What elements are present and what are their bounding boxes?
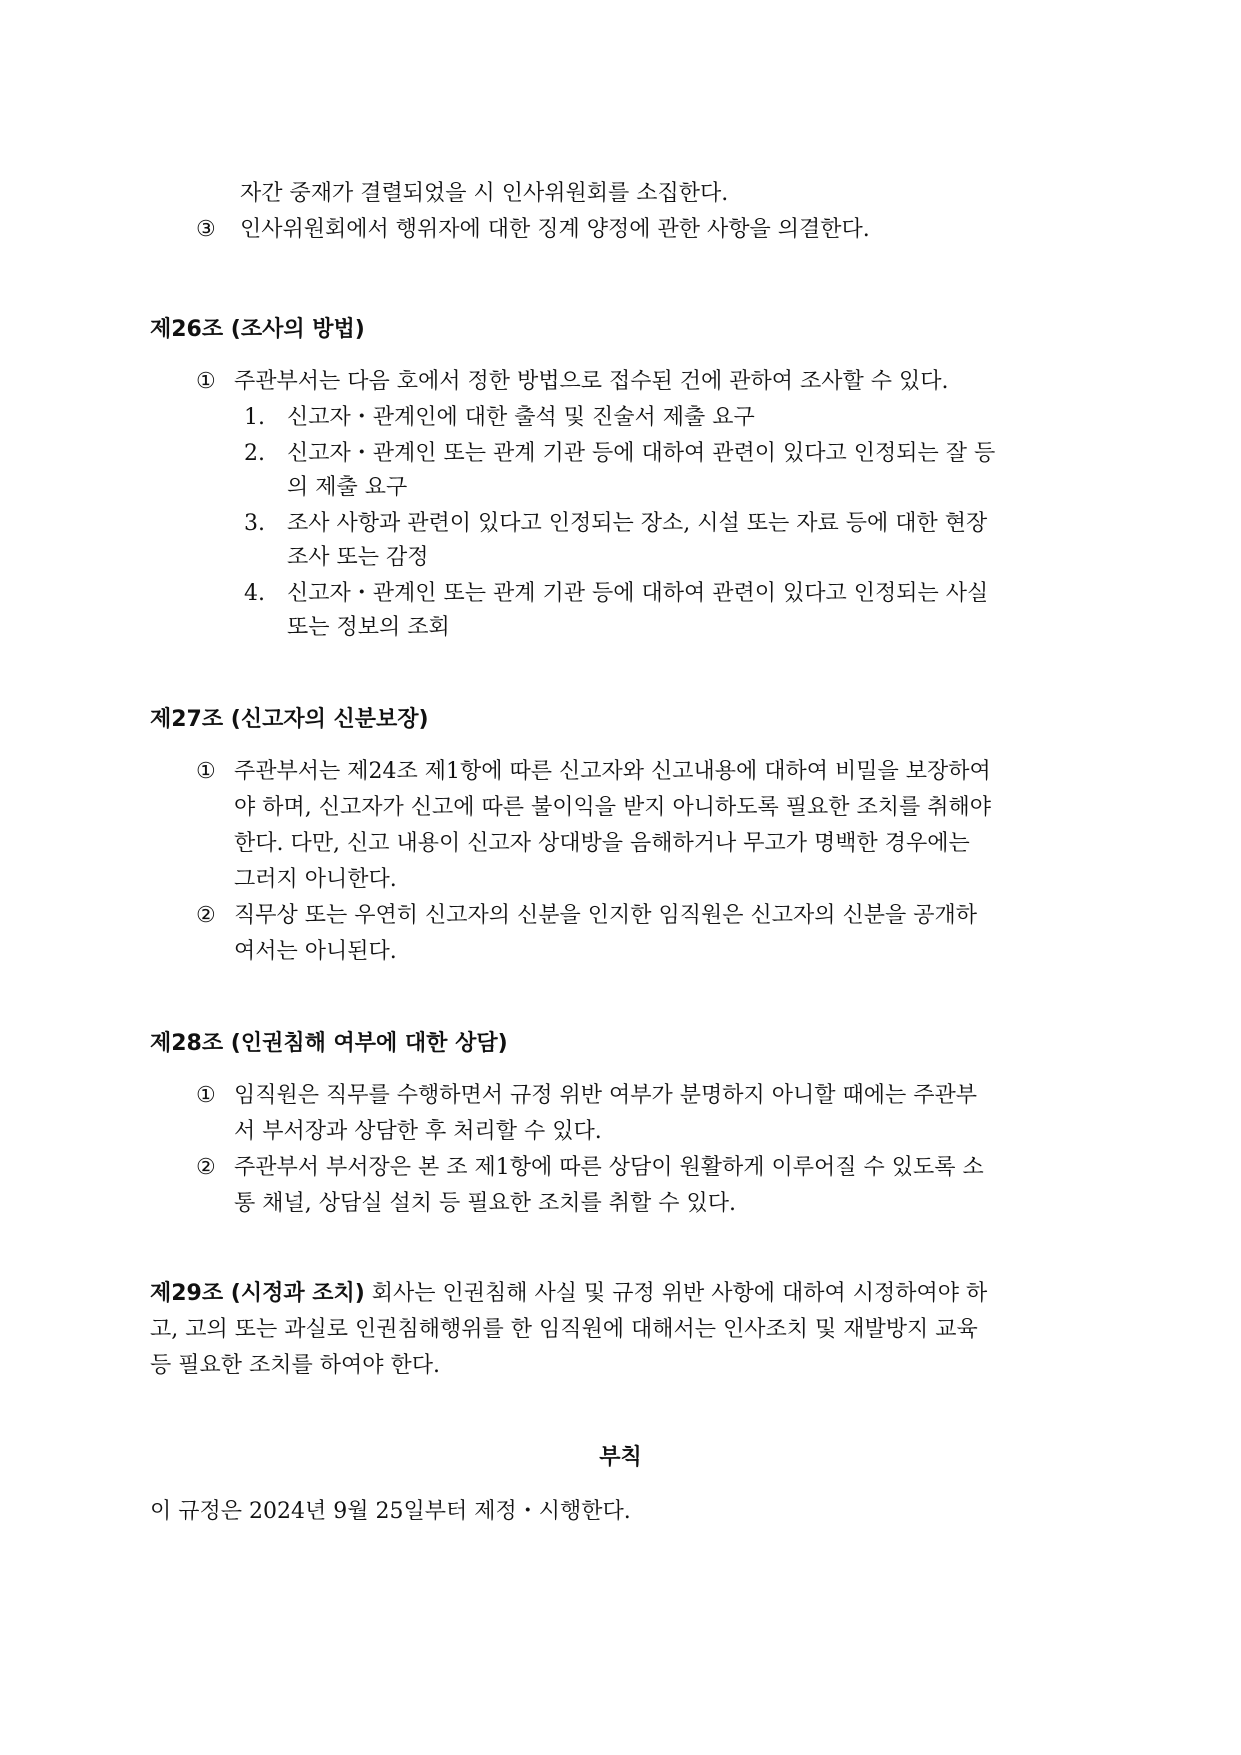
article-27-heading: 제27조 (신고자의 신분보장) [150, 707, 429, 732]
paragraph-text: 여서는 아니된다. [234, 939, 397, 964]
paragraph-marker: ② [196, 1155, 216, 1180]
list-item-number: 4. [244, 581, 265, 606]
addendum-title: 부칙 [599, 1445, 642, 1470]
paragraph-text: 통 채널, 상담실 설치 등 필요한 조치를 취할 수 있다. [234, 1191, 736, 1216]
list-item-text: 조사 사항과 관련이 있다고 인정되는 장소, 시설 또는 자료 등에 대한 현장 [287, 511, 988, 536]
paragraph-text: 주관부서는 다음 호에서 정한 방법으로 접수된 건에 관하여 조사할 수 있다. [234, 369, 949, 394]
paragraph-text: 서 부서장과 상담한 후 처리할 수 있다. [234, 1119, 602, 1144]
article-29-heading: 제29조 (시정과 조치) [150, 1281, 365, 1306]
paragraph-text: 고, 고의 또는 과실로 인권침해행위를 한 임직원에 대해서는 인사조치 및 재발방지 교육 [150, 1317, 978, 1342]
article-29-first-line [150, 1276, 987, 1312]
article-28-heading: 제28조 (인권침해 여부에 대한 상담) [150, 1031, 508, 1056]
article-26-heading: 제26조 (조사의 방법) [150, 317, 365, 342]
paragraph-text: 주관부서는 제24조 제1항에 따른 신고자와 신고내용에 대하여 비밀을 보장하여 [234, 759, 991, 784]
paragraph-text: 주관부서 부서장은 본 조 제1항에 따른 상담이 원활하게 이루어질 수 있도록 소 [234, 1155, 984, 1180]
paragraph-text: 그러지 아니한다. [234, 867, 397, 892]
paragraph-marker: ① [196, 369, 216, 394]
list-item-text: 신고자・관계인 또는 관계 기관 등에 대하여 관련이 있다고 인정되는 잘 등 [287, 441, 996, 466]
list-item-number: 3. [244, 511, 265, 536]
item-marker: ③ [196, 217, 216, 242]
list-item-number: 2. [244, 441, 265, 466]
list-item-text: 의 제출 요구 [287, 475, 408, 500]
paragraph-marker: ① [196, 759, 216, 784]
list-item-text: 신고자・관계인에 대한 출석 및 진술서 제출 요구 [287, 405, 755, 430]
addendum-text: 이 규정은 2024년 9월 25일부터 제정・시행한다. [150, 1499, 631, 1524]
list-item-text: 조사 또는 감정 [287, 545, 429, 570]
paragraph-marker: ② [196, 903, 216, 928]
list-item-text: 신고자・관계인 또는 관계 기관 등에 대하여 관련이 있다고 인정되는 사실 [287, 581, 989, 606]
paragraph-marker: ① [196, 1083, 216, 1108]
paragraph-text: 회사는 인권침해 사실 및 규정 위반 사항에 대하여 시정하여야 하 [364, 1281, 988, 1306]
paragraph-text: 야 하며, 신고자가 신고에 따른 불이익을 받지 아니하도록 필요한 조치를 취해야 [234, 795, 991, 820]
paragraph-text: 한다. 다만, 신고 내용이 신고자 상대방을 음해하거나 무고가 명백한 경우에는 [234, 831, 970, 856]
paragraph-text: 임직원은 직무를 수행하면서 규정 위반 여부가 분명하지 아니할 때에는 주관부 [234, 1083, 978, 1108]
paragraph-text: 등 필요한 조치를 하여야 한다. [150, 1353, 440, 1378]
list-item-number: 1. [244, 405, 265, 430]
item-text: 인사위원회에서 행위자에 대한 징계 양정에 관한 사항을 의결한다. [240, 217, 870, 242]
paragraph-text: 직무상 또는 우연히 신고자의 신분을 인지한 임직원은 신고자의 신분을 공개하 [234, 903, 978, 928]
list-item-text: 또는 정보의 조회 [287, 615, 450, 640]
paragraph-continuation: 자간 중재가 결렬되었을 시 인사위원회를 소집한다. [240, 181, 729, 206]
